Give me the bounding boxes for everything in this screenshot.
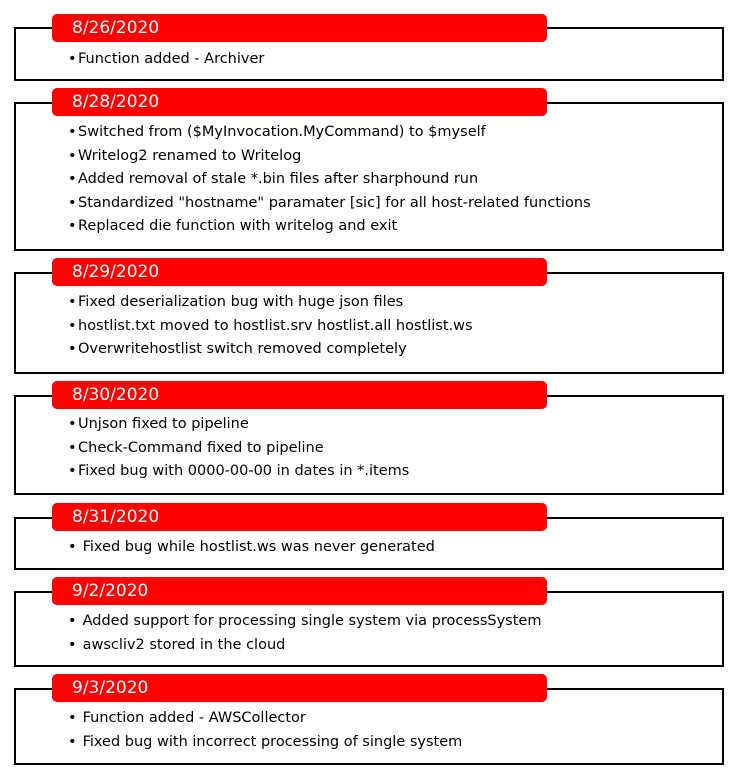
list-item (68, 145, 591, 169)
list-item (68, 610, 541, 634)
list-item (68, 707, 462, 731)
change-text: hostlist.txt moved to hostlist.srv hostlist.all hostlist.ws (78, 317, 473, 334)
change-text: Standardized "hostname" paramater [sic] for all host-related functions (78, 194, 591, 211)
change-list (68, 413, 409, 484)
change-text: Fixed bug with 0000-00-00 in dates in *.items (78, 463, 410, 479)
date-header: 8/26/2020 (52, 14, 547, 42)
bullet: • (68, 124, 77, 140)
bullet: • (68, 733, 77, 750)
bullet: • (68, 439, 77, 456)
bullet: • (68, 317, 77, 334)
change-list (68, 610, 541, 657)
bullet: • (68, 341, 77, 357)
bullet: • (68, 539, 77, 555)
list-item (68, 168, 591, 192)
list-item (68, 48, 264, 72)
list-item (68, 291, 473, 315)
change-text: Replaced die function with writelog and exit (78, 218, 398, 234)
change-list (68, 121, 591, 239)
change-text: Check-Command fixed to pipeline (78, 439, 324, 456)
change-list (68, 536, 435, 560)
change-text: Unjson fixed to pipeline (78, 416, 249, 432)
list-item (68, 338, 473, 362)
bullet: • (68, 171, 77, 187)
change-text: Overwritehostlist switch removed completely (78, 341, 407, 357)
bullet: • (68, 147, 77, 164)
change-text: Fixed deserialization bug with huge json files (78, 294, 404, 310)
list-item (68, 413, 409, 437)
change-text: Fixed bug with incorrect processing of single system (78, 733, 463, 750)
change-text: Added support for processing single system via processSystem (78, 613, 542, 629)
bullet: • (68, 51, 77, 67)
bullet: • (68, 218, 77, 234)
change-list (68, 291, 473, 362)
change-text: Switched from ($MyInvocation.MyCommand) to $myself (78, 124, 486, 140)
bullet: • (68, 463, 77, 479)
date-header: 9/3/2020 (52, 674, 547, 702)
list-item (68, 460, 409, 484)
list-item (68, 121, 591, 145)
change-text: Function added - AWSCollector (78, 710, 306, 726)
change-list (68, 48, 264, 72)
change-text: Fixed bug while hostlist.ws was never generated (78, 539, 435, 555)
bullet: • (68, 710, 77, 726)
change-text: awscliv2 stored in the cloud (78, 636, 286, 653)
date-header: 8/28/2020 (52, 88, 547, 116)
list-item (68, 192, 591, 216)
list-item (68, 634, 541, 658)
bullet: • (68, 416, 77, 432)
date-header: 8/29/2020 (52, 258, 547, 286)
list-item (68, 536, 435, 560)
date-header: 8/30/2020 (52, 381, 547, 409)
change-text: Writelog2 renamed to Writelog (78, 147, 302, 164)
change-text: Added removal of stale *.bin files after sharphound run (78, 171, 479, 187)
bullet: • (68, 194, 77, 211)
list-item (68, 731, 462, 755)
list-item (68, 315, 473, 339)
list-item (68, 437, 409, 461)
bullet: • (68, 613, 77, 629)
bullet: • (68, 294, 77, 310)
list-item (68, 215, 591, 239)
date-header: 9/2/2020 (52, 577, 547, 605)
bullet: • (68, 636, 77, 653)
change-text: Function added - Archiver (78, 51, 265, 67)
date-header: 8/31/2020 (52, 503, 547, 531)
change-list (68, 707, 462, 754)
